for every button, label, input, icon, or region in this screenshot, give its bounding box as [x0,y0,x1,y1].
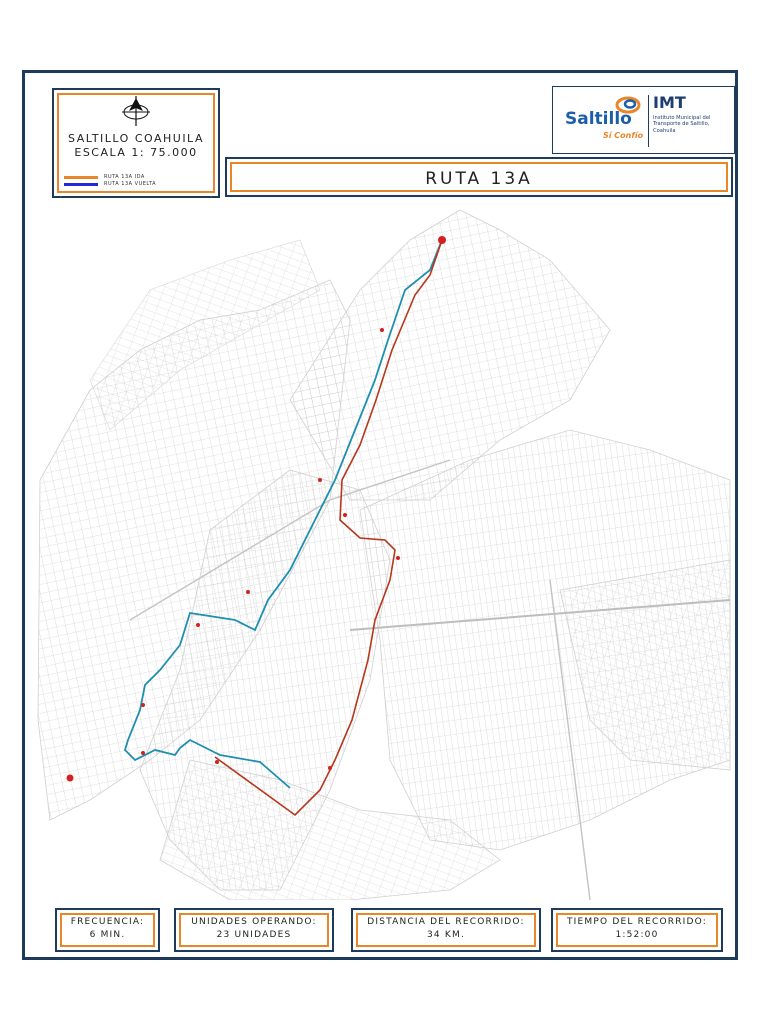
legend-line-ida [64,176,98,179]
stop-marker [215,760,219,764]
logo-imt: IMT [653,93,686,112]
logo-brand: Saltillo [565,109,632,129]
units-box [174,908,334,952]
frequency-box [55,908,160,952]
street-map [30,200,735,900]
time-box [551,908,723,952]
units-label: UNIDADES OPERANDO: [191,917,317,927]
legend-item-ida [64,174,145,180]
legend-box [52,88,220,198]
terminal-north-marker [438,236,446,244]
terminal-west-marker [67,775,74,782]
north-arrow-icon [116,94,156,128]
stop-marker [196,623,200,627]
distance-value: 34 KM. [426,930,466,940]
stop-marker [141,703,145,707]
stop-marker [396,556,400,560]
scale-label: ESCALA 1: 75.000 [74,146,198,159]
time-value: 1:52:00 [615,930,659,940]
frequency-value: 6 MIN. [89,930,126,940]
logo-box [552,86,735,154]
distance-label: DISTANCIA DEL RECORRIDO: [367,917,525,927]
stop-marker [380,328,384,332]
logo-slogan: Sí Confío [603,131,644,140]
stop-marker [328,766,332,770]
stop-marker [246,590,250,594]
frequency-label: FRECUENCIA: [70,917,145,927]
logo-divider [648,95,649,147]
title-box [225,157,733,197]
stop-marker [141,751,145,755]
route-title: RUTA 13A [425,169,533,189]
legend-label-vuelta: RUTA 13A VUELTA [104,181,157,187]
legend-label-ida: RUTA 13A IDA [104,174,145,180]
city-label: SALTILLO COAHUILA [68,132,204,145]
time-label: TIEMPO DEL RECORRIDO: [566,917,708,927]
stop-marker [318,478,322,482]
legend-line-vuelta [64,183,98,186]
stop-marker [343,513,347,517]
logo-institute: Instituto Municipal del Transporte de Saltillo, Coahuila [653,115,711,134]
units-value: 23 UNIDADES [216,930,292,940]
distance-box [351,908,541,952]
legend-item-vuelta [64,181,156,187]
